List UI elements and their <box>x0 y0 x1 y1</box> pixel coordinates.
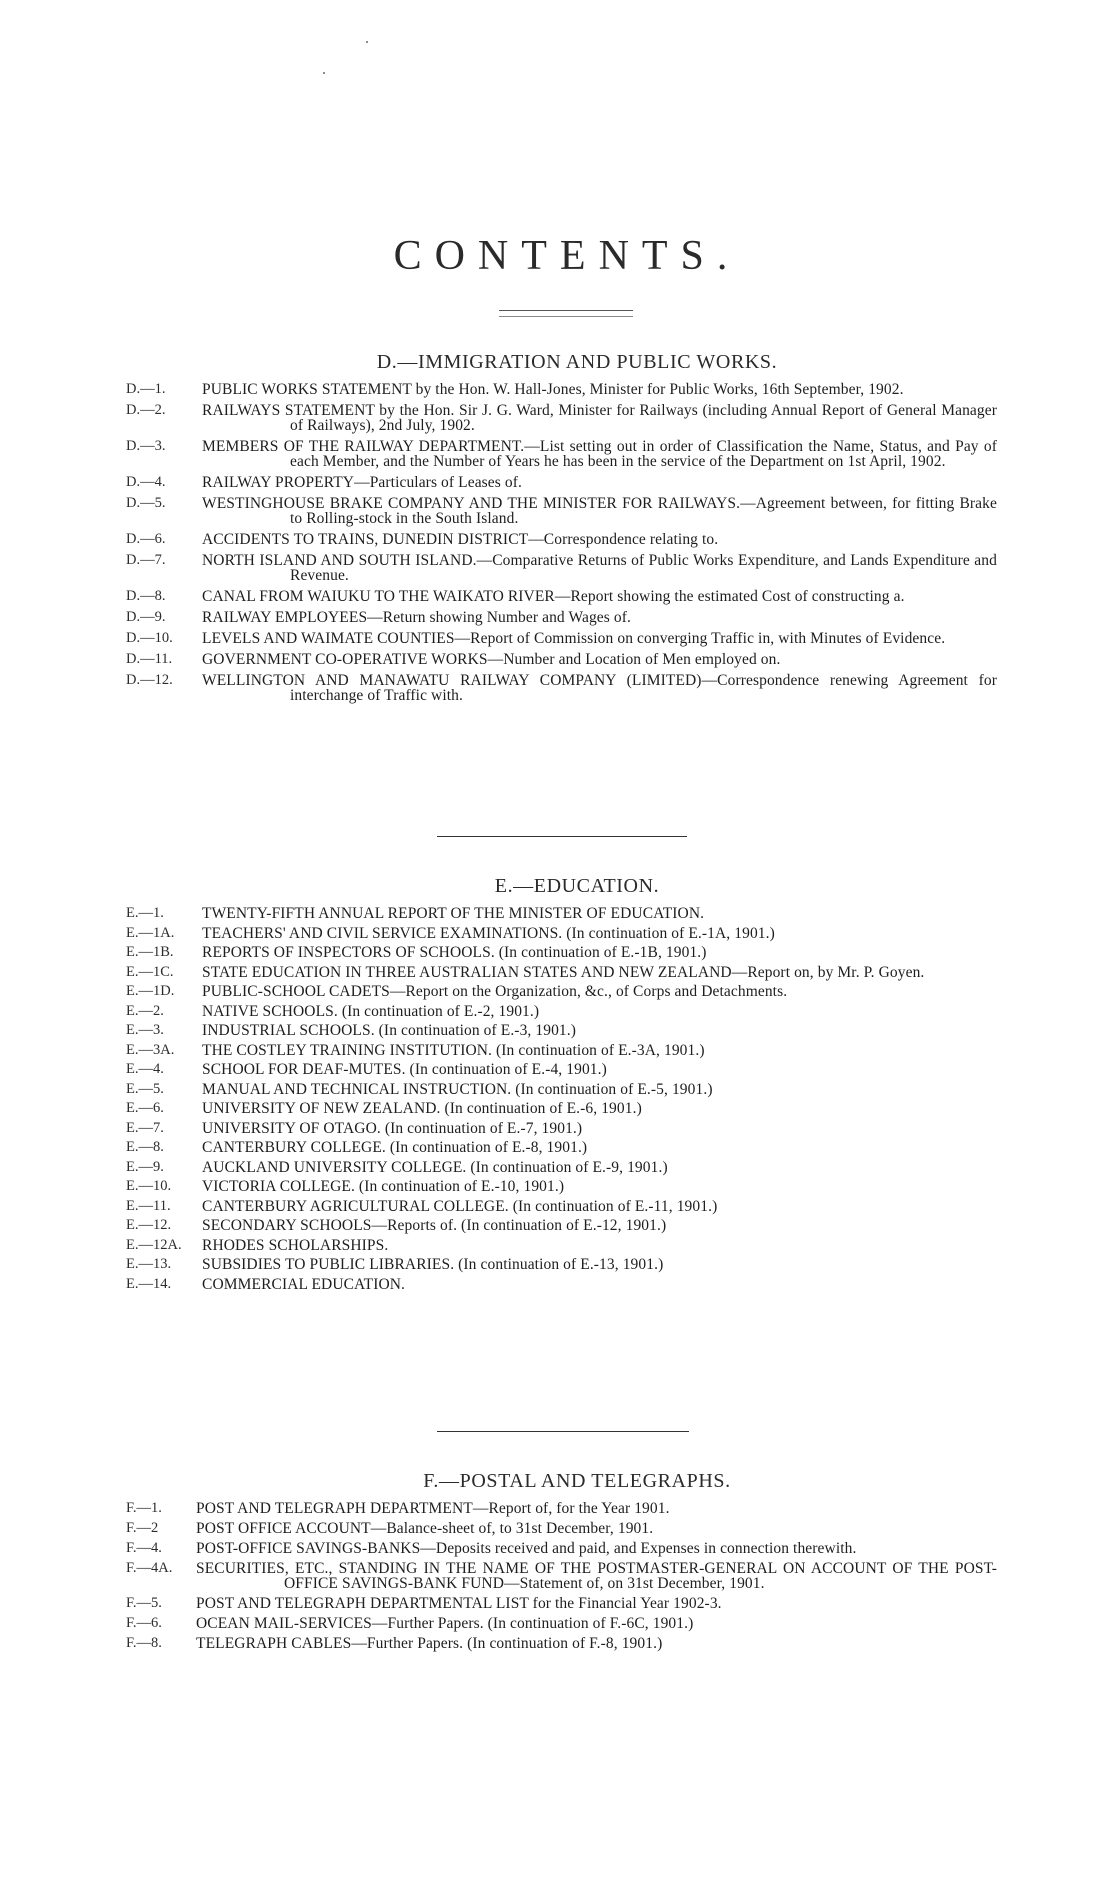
entry-text: MEMBERS OF THE RAILWAY DEPARTMENT.—List setting out in order of Classification the Name, Status, and Pay of each Member, and the Number of Years he has been in the service of the Department on 1st April, 1902. <box>202 438 997 470</box>
list-item <box>0 1082 1114 1097</box>
entry-code: E.—13. <box>126 1256 172 1272</box>
list-item <box>0 475 1114 490</box>
list-item <box>0 926 1114 941</box>
list-item <box>0 984 1114 999</box>
entry-code: E.—1D. <box>126 983 175 999</box>
list-item <box>0 1160 1114 1175</box>
section-divider <box>437 1431 689 1432</box>
entry-text: GOVERNMENT CO-OPERATIVE WORKS—Number and Location of Men employed on. <box>202 651 781 668</box>
entry-text: WESTINGHOUSE BRAKE COMPANY AND THE MINISTER FOR RAILWAYS.—Agreement between, for fitting Brake to Rolling-stock in the South Island. <box>202 495 997 527</box>
list-item <box>0 1062 1114 1077</box>
list-item <box>0 1004 1114 1019</box>
entry-code: E.—3. <box>126 1022 164 1038</box>
list-item <box>0 1277 1114 1292</box>
entry-list <box>0 382 1114 703</box>
list-item <box>0 1596 1114 1611</box>
list-item <box>0 1636 1114 1651</box>
entry-text: POST-OFFICE SAVINGS-BANKS—Deposits received and paid, and Expenses in connection therewith. <box>196 1540 857 1557</box>
list-item <box>0 532 1114 547</box>
entry-text: POST OFFICE ACCOUNT—Balance-sheet of, to 31st December, 1901. <box>196 1520 654 1537</box>
entry-text: CANAL FROM WAIUKU TO THE WAIKATO RIVER—Report showing the estimated Cost of constructing a. <box>202 588 905 605</box>
entry-code: D.—9. <box>126 609 166 625</box>
list-item <box>0 631 1114 646</box>
entry-code: D.—1. <box>126 381 166 397</box>
section-heading: D.—IMMIGRATION AND PUBLIC WORKS. <box>376 351 778 373</box>
entry-text: UNIVERSITY OF OTAGO. (In continuation of E.-7, 1901.) <box>202 1119 583 1137</box>
list-item <box>0 610 1114 625</box>
entry-text: RAILWAYS STATEMENT by the Hon. Sir J. G. Ward, Minister for Railways (including Annual Report of General Manager of Railways), 2nd July, 1902. <box>202 402 997 434</box>
entry-text: CANTERBURY COLLEGE. (In continuation of E.-8, 1901.) <box>202 1139 588 1156</box>
list-item <box>0 1257 1114 1272</box>
entry-code: F.—6. <box>126 1615 162 1631</box>
entry-code: E.—4. <box>126 1061 164 1077</box>
entry-code: E.—1C. <box>126 963 174 980</box>
title-ornament-rule <box>499 310 633 317</box>
entry-text: TELEGRAPH CABLES—Further Papers. (In continuation of F.-8, 1901.) <box>196 1635 663 1652</box>
entry-code: E.—5. <box>126 1080 164 1097</box>
list-item <box>0 553 1114 583</box>
entry-text: NORTH ISLAND AND SOUTH ISLAND.—Comparative Returns of Public Works Expenditure, and Lands Expenditure and Revenue. <box>202 552 997 584</box>
entry-code: D.—6. <box>126 531 166 547</box>
entry-text: LEVELS AND WAIMATE COUNTIES—Report of Commission on converging Traffic in, with Minutes of Evidence. <box>202 630 946 647</box>
entry-code: E.—1B. <box>126 944 174 960</box>
list-item <box>0 673 1114 703</box>
list-item <box>0 1561 1114 1591</box>
entry-text: OCEAN MAIL-SERVICES—Further Papers. (In continuation of F.-6C, 1901.) <box>196 1615 694 1632</box>
entry-text: UNIVERSITY OF NEW ZEALAND. (In continuation of E.-6, 1901.) <box>202 1100 642 1117</box>
entry-code: D.—4. <box>126 474 166 490</box>
entry-code: E.—7. <box>126 1119 164 1136</box>
section-f <box>0 1470 1114 1656</box>
entry-text: POST AND TELEGRAPH DEPARTMENTAL LIST for the Financial Year 1902-3. <box>196 1595 722 1612</box>
entry-text: TEACHERS' AND CIVIL SERVICE EXAMINATIONS. (In continuation of E.-1A, 1901.) <box>202 924 775 942</box>
section-heading: E.—EDUCATION. <box>494 875 660 897</box>
list-item <box>0 1238 1114 1253</box>
entry-code: E.—1. <box>126 905 164 921</box>
entry-code: D.—8. <box>126 588 166 604</box>
list-item <box>0 945 1114 960</box>
entry-code: E.—3A. <box>126 1041 175 1058</box>
entry-text: PUBLIC-SCHOOL CADETS—Report on the Organization, &c., of Corps and Detachments. <box>202 983 788 1000</box>
list-item <box>0 1501 1114 1516</box>
list-item <box>0 1140 1114 1155</box>
entry-code: D.—5. <box>126 495 166 511</box>
section-heading: F.—POSTAL AND TELEGRAPHS. <box>423 1470 731 1492</box>
entry-text: ACCIDENTS TO TRAINS, DUNEDIN DISTRICT—Correspondence relating to. <box>202 531 719 548</box>
entry-code: F.—2 <box>126 1520 159 1536</box>
entry-text: NATIVE SCHOOLS. (In continuation of E.-2, 1901.) <box>202 1002 540 1020</box>
list-item <box>0 439 1114 469</box>
entry-text: SUBSIDIES TO PUBLIC LIBRARIES. (In continuation of E.-13, 1901.) <box>202 1256 664 1273</box>
entry-text: SECONDARY SCHOOLS—Reports of. (In continuation of E.-12, 1901.) <box>202 1217 667 1234</box>
list-item <box>0 906 1114 921</box>
entry-code: D.—10. <box>126 630 173 646</box>
list-item <box>0 1541 1114 1556</box>
entry-code: D.—7. <box>126 552 166 568</box>
entry-code: E.—14. <box>126 1275 172 1292</box>
entry-code: F.—8. <box>126 1635 162 1651</box>
entry-text: SECURITIES, ETC., STANDING IN THE NAME OF THE POSTMASTER-GENERAL ON ACCOUNT OF THE POST-OFFICE SAVINGS-BANK FUND—Statement of, on 31st December, 1901. <box>196 1560 997 1592</box>
list-item <box>0 1521 1114 1536</box>
entry-text: THE COSTLEY TRAINING INSTITUTION. (In continuation of E.-3A, 1901.) <box>202 1041 705 1059</box>
entry-code: E.—6. <box>126 1100 164 1116</box>
list-item <box>0 1218 1114 1233</box>
entry-code: E.—10. <box>126 1178 172 1194</box>
entry-code: D.—3. <box>126 438 166 454</box>
entry-list <box>0 1501 1114 1651</box>
list-item <box>0 1179 1114 1194</box>
entry-code: D.—12. <box>126 672 173 688</box>
entry-text: PUBLIC WORKS STATEMENT by the Hon. W. Hall-Jones, Minister for Public Works, 16th September, 1902. <box>202 381 904 398</box>
entry-code: E.—11. <box>126 1197 171 1214</box>
entry-code: F.—4A. <box>126 1560 173 1576</box>
entry-text: SCHOOL FOR DEAF-MUTES. (In continuation of E.-4, 1901.) <box>202 1061 607 1078</box>
entry-code: E.—2. <box>126 1002 164 1019</box>
list-item <box>0 496 1114 526</box>
entry-text: RAILWAY EMPLOYEES—Return showing Number and Wages of. <box>202 609 631 626</box>
entry-code: E.—12A. <box>126 1236 182 1253</box>
list-item <box>0 1199 1114 1214</box>
list-item <box>0 1616 1114 1631</box>
entry-text: CANTERBURY AGRICULTURAL COLLEGE. (In continuation of E.-11, 1901.) <box>202 1197 718 1215</box>
entry-text: RHODES SCHOLARSHIPS. <box>202 1236 389 1254</box>
entry-text: WELLINGTON AND MANAWATU RAILWAY COMPANY (LIMITED)—Correspondence renewing Agreement for interchange of Traffic with. <box>202 672 997 704</box>
entry-text: STATE EDUCATION IN THREE AUSTRALIAN STATES AND NEW ZEALAND—Report on, by Mr. P. Goyen. <box>202 963 925 981</box>
entry-list <box>0 906 1114 1292</box>
entry-code: D.—11. <box>126 651 173 667</box>
page-title: CONTENTS. <box>393 233 741 279</box>
entry-code: E.—12. <box>126 1217 172 1233</box>
entry-text: VICTORIA COLLEGE. (In continuation of E.-10, 1901.) <box>202 1178 565 1195</box>
entry-code: E.—8. <box>126 1139 164 1155</box>
list-item <box>0 652 1114 667</box>
entry-text: RAILWAY PROPERTY—Particulars of Leases of. <box>202 474 522 491</box>
list-item <box>0 965 1114 980</box>
list-item <box>0 403 1114 433</box>
list-item <box>0 1101 1114 1116</box>
entry-text: POST AND TELEGRAPH DEPARTMENT—Report of, for the Year 1901. <box>196 1500 670 1517</box>
section-divider <box>437 836 687 837</box>
list-item <box>0 1043 1114 1058</box>
list-item <box>0 382 1114 397</box>
entry-code: F.—5. <box>126 1595 162 1611</box>
section-d <box>0 351 1114 709</box>
page-speck <box>366 41 368 43</box>
entry-text: REPORTS OF INSPECTORS OF SCHOOLS. (In continuation of E.-1B, 1901.) <box>202 944 707 961</box>
section-e <box>0 875 1114 1296</box>
page-speck <box>323 72 325 74</box>
entry-text: MANUAL AND TECHNICAL INSTRUCTION. (In continuation of E.-5, 1901.) <box>202 1080 713 1098</box>
list-item <box>0 1023 1114 1038</box>
list-item <box>0 589 1114 604</box>
entry-text: COMMERCIAL EDUCATION. <box>202 1275 406 1293</box>
entry-code: D.—2. <box>126 402 166 418</box>
entry-code: F.—1. <box>126 1500 162 1516</box>
entry-text: INDUSTRIAL SCHOOLS. (In continuation of E.-3, 1901.) <box>202 1022 577 1039</box>
list-item <box>0 1121 1114 1136</box>
entry-text: AUCKLAND UNIVERSITY COLLEGE. (In continuation of E.-9, 1901.) <box>202 1158 668 1176</box>
entry-code: E.—1A. <box>126 924 175 941</box>
entry-text: TWENTY-FIFTH ANNUAL REPORT OF THE MINISTER OF EDUCATION. <box>202 905 705 922</box>
entry-code: F.—4. <box>126 1540 162 1556</box>
entry-code: E.—9. <box>126 1158 164 1175</box>
